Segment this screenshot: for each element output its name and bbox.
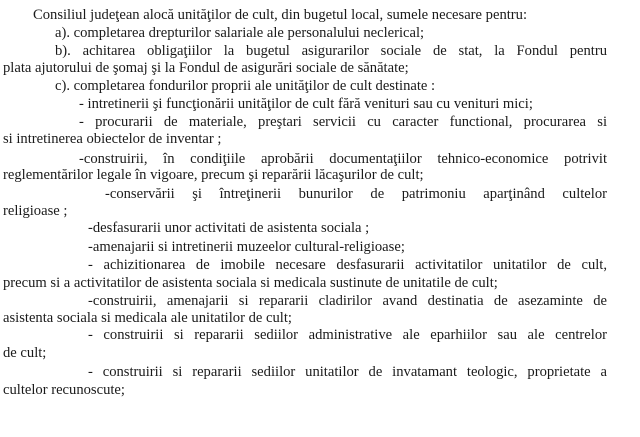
text-line: a). completarea drepturilor salariale ale personalului neclerical; xyxy=(55,25,425,41)
text-line: religioase ; xyxy=(3,203,68,219)
text-line: Consiliul judeţean alocă unităţilor de cult, din bugetul local, sumele necesare pentru: xyxy=(33,7,528,23)
text-line: -construirii, amenajarii si repararii cladirilor avand destinatia de asezaminte de xyxy=(88,293,607,309)
text-line: -conservării şi întreţinerii bunurilor de patrimoniu aparţinând cultelor xyxy=(105,186,607,202)
text-line: plata ajutorului de şomaj şi la Fondul de asigurări sociale de sănătate; xyxy=(3,60,409,76)
text-line: b). achitarea obligaţiilor la bugetul asigurarilor sociale de stat, la Fondul pentru xyxy=(55,43,607,59)
text-line: c). completarea fondurilor proprii ale unităţilor de cult destinate : xyxy=(55,78,436,94)
text-line: -amenajarii si intretinerii muzeelor cultural-religioase; xyxy=(88,239,405,255)
text-line: - construirii si repararii sediilor administrative ale eparhiilor sau ale centrelor xyxy=(88,327,607,343)
text-line: -construirii, în condiţiile aprobării documentaţiilor tehnico-economice potrivit xyxy=(79,151,607,167)
text-line: - construirii si repararii sediilor unitatilor de invatamant teologic, proprietate a xyxy=(88,364,607,380)
text-line: - achizitionarea de imobile necesare desfasurarii activitatilor unitatilor de cult, xyxy=(88,257,607,273)
text-line: -desfasurarii unor activitati de asistenta sociala ; xyxy=(88,220,370,236)
text-line: asistenta sociala si medicala ale unitatilor de cult; xyxy=(3,310,292,326)
text-line: cultelor recunoscute; xyxy=(3,382,125,398)
text-line: - intretinerii şi funcţionării unităţilor de cult fără venituri sau cu venituri mici; xyxy=(79,96,533,112)
text-line: reglementărilor legale în vigoare, precum şi reparării lăcaşurilor de cult; xyxy=(3,167,424,183)
text-line: precum si a activitatilor de asistenta sociala si medicala sustinute de unitatile de cult; xyxy=(3,275,498,291)
text-line: - procurarii de materiale, preştari servicii cu caracter functional, procurarea si xyxy=(79,114,607,130)
text-line: si intretinerea obiectelor de inventar ; xyxy=(3,131,222,147)
text-line: de cult; xyxy=(3,345,47,361)
